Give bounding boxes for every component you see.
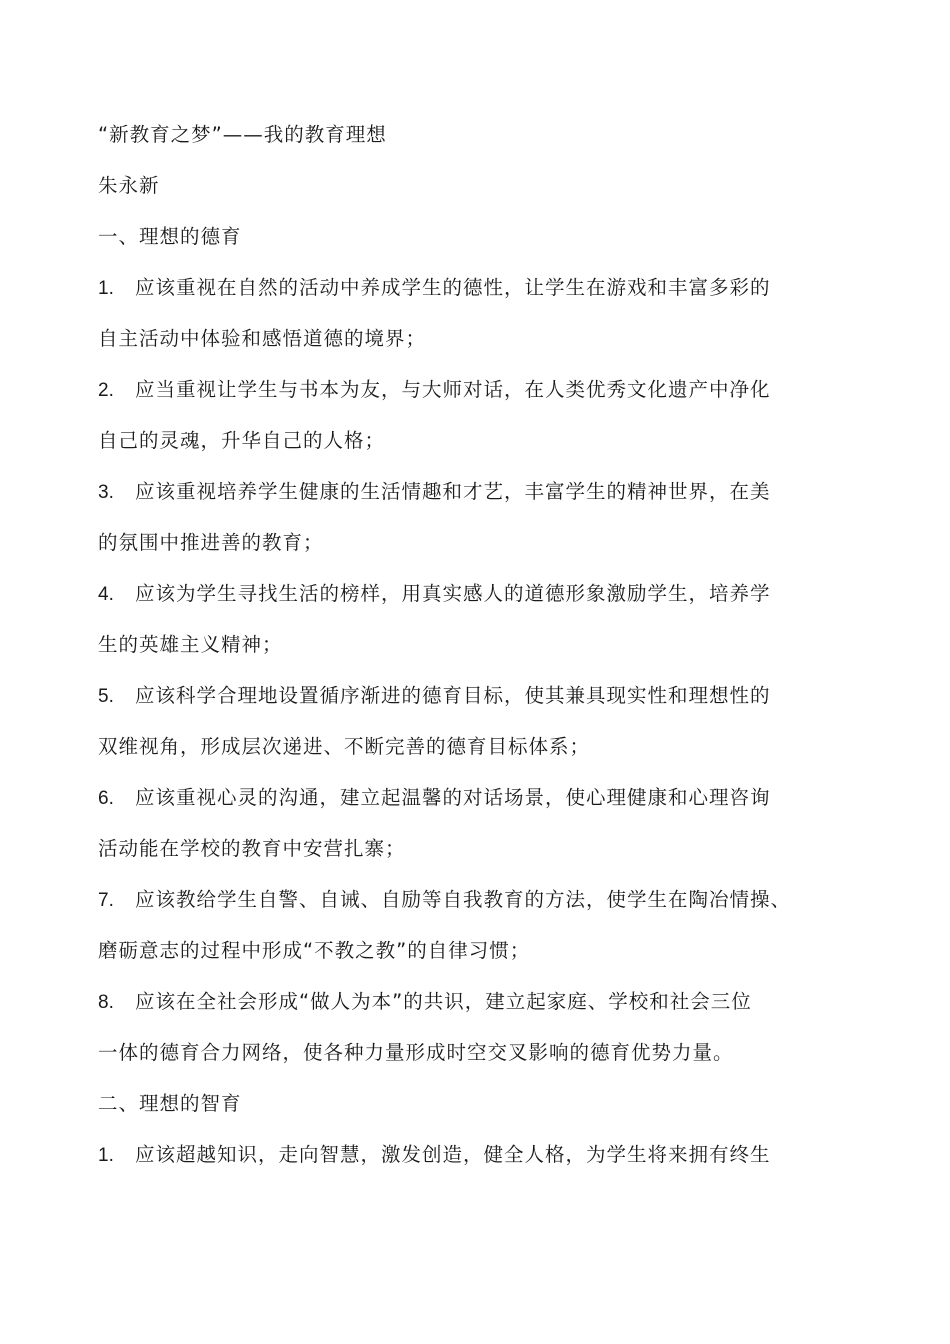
item-text: 应该为学生寻找生活的榜样，用真实感人的道德形象激励学生，培养学 — [135, 582, 771, 605]
list-item — [98, 466, 843, 568]
document-author: 朱永新 — [98, 174, 160, 197]
item-text-continued: 活动能在学校的教育中安营扎寨； — [98, 837, 406, 860]
item-text: 应该重视心灵的沟通，建立起温馨的对话场景，使心理健康和心理咨询 — [135, 786, 771, 809]
item-text: 应当重视让学生与书本为友，与大师对话，在人类优秀文化遗产中净化 — [135, 378, 771, 401]
list-item — [98, 262, 843, 364]
item-text-continued: 一体的德育合力网络，使各种力量形成时空交叉影响的德育优势力量。 — [98, 1041, 734, 1064]
item-text-continued: 生的英雄主义精神； — [98, 633, 283, 656]
item-text-continued: 自己的灵魂，升华自己的人格； — [98, 429, 386, 452]
list-item — [98, 1129, 843, 1180]
item-number: 1. — [98, 278, 114, 299]
item-text-continued: 自主活动中体验和感悟道德的境界； — [98, 327, 427, 350]
list-item — [98, 772, 843, 874]
item-text: 应该科学合理地设置循序渐进的德育目标，使其兼具现实性和理想性的 — [135, 684, 771, 707]
item-text-continued: 的氛围中推进善的教育； — [98, 531, 324, 554]
section-heading: 一、理想的德育 — [98, 225, 242, 248]
document-body — [98, 109, 843, 1180]
item-number: 4. — [98, 584, 114, 605]
item-text: 应该重视培养学生健康的生活情趣和才艺，丰富学生的精神世界，在美 — [135, 480, 771, 503]
item-number: 2. — [98, 380, 114, 401]
list-item — [98, 976, 843, 1078]
list-item — [98, 874, 843, 976]
item-text: 应该重视在自然的活动中养成学生的德性，让学生在游戏和丰富多彩的 — [135, 276, 771, 299]
item-number: 6. — [98, 788, 114, 809]
section-heading: 二、理想的智育 — [98, 1092, 242, 1115]
document-title: “新教育之梦”——我的教育理想 — [98, 123, 387, 146]
list-item — [98, 364, 843, 466]
list-item — [98, 568, 843, 670]
item-number: 5. — [98, 686, 114, 707]
item-text-continued: 磨砺意志的过程中形成“不教之教”的自律习惯； — [98, 939, 531, 962]
item-number: 1. — [98, 1145, 114, 1166]
item-number: 3. — [98, 482, 114, 503]
item-number: 8. — [98, 992, 114, 1013]
item-text: 应该在全社会形成“做人为本”的共识，建立起家庭、学校和社会三位 — [135, 990, 752, 1013]
item-text-continued: 双维视角，形成层次递进、不断完善的德育目标体系； — [98, 735, 591, 758]
item-number: 7. — [98, 890, 114, 911]
item-text: 应该教给学生自警、自诫、自励等自我教育的方法，使学生在陶冶情操、 — [135, 888, 792, 911]
item-text: 应该超越知识，走向智慧，激发创造，健全人格，为学生将来拥有终生 — [135, 1143, 771, 1166]
list-item — [98, 670, 843, 772]
